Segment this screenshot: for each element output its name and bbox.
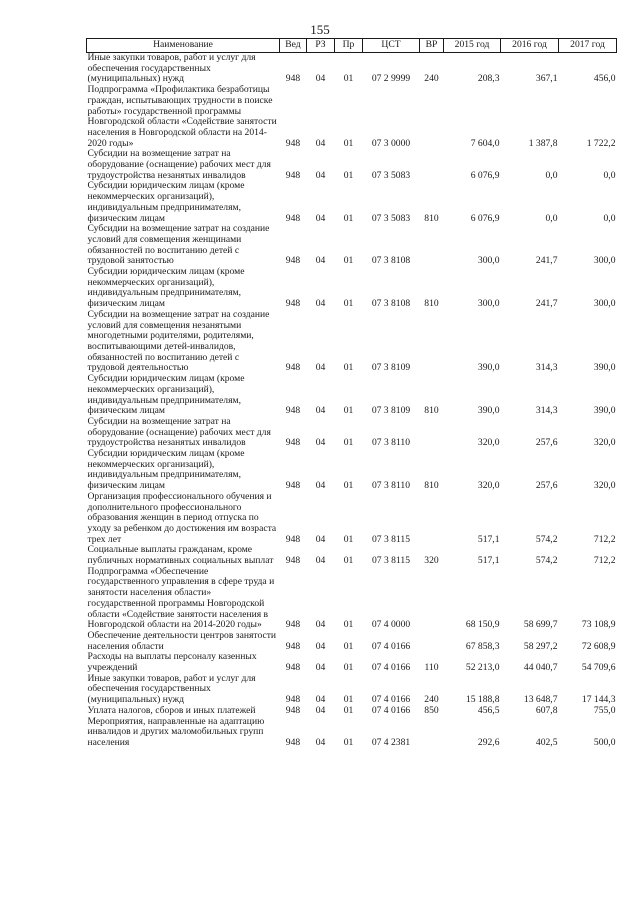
row-pr: 01 <box>343 137 354 149</box>
table-row <box>87 224 617 267</box>
row-amount-2016: 574,2 <box>535 533 558 545</box>
table-row <box>87 417 617 449</box>
row-amount-2016: 314,3 <box>535 362 558 374</box>
row-amount-2017: 390,0 <box>593 362 616 374</box>
table-row <box>87 53 617 86</box>
row-vr <box>420 310 444 374</box>
row-amount-2015: 68 150,9 <box>465 619 500 631</box>
row-name: Расходы на выплаты персоналу казенных учреждений <box>87 651 257 674</box>
row-rz: 04 <box>315 480 326 492</box>
row-ved: 948 <box>285 255 301 267</box>
row-amount-2016: 257,6 <box>535 480 558 492</box>
row-amount-2017: 320,0 <box>593 437 616 449</box>
table-row <box>87 267 617 310</box>
column-header: Наименование <box>87 39 280 53</box>
row-amount-2015: 7 604,0 <box>470 137 500 149</box>
row-ved: 948 <box>285 169 301 181</box>
row-amount-2015: 67 858,3 <box>465 640 500 652</box>
row-vr: 810 <box>424 405 439 417</box>
row-ved: 948 <box>285 73 301 85</box>
row-name: Организация профессионального обучения и дополнительного профессионального образования женщин в период отпуска по уходу за ребенком до достижения им возраста трех лет <box>87 490 277 545</box>
row-amount-2017: 500,0 <box>593 737 616 748</box>
table-row <box>87 449 617 492</box>
row-amount-2015: 6 076,9 <box>470 169 500 181</box>
table-body <box>87 53 617 749</box>
row-name: Подпрограмма «Обеспечение государственного управления в сфере труда и занятости населения области» государственной программы Новгородской области «Содействие занятости населения в Новгородской области на 2014-2020 годы» <box>87 565 275 631</box>
row-rz: 04 <box>315 298 326 310</box>
row-amount-2015: 52 213,0 <box>465 662 500 674</box>
row-rz: 04 <box>315 437 326 449</box>
column-header: 2016 год <box>501 39 559 53</box>
row-ved: 948 <box>285 137 301 149</box>
row-amount-2017: 0,0 <box>603 212 616 224</box>
row-rz: 04 <box>315 619 326 631</box>
row-amount-2017: 72 608,9 <box>581 640 616 652</box>
row-rz: 04 <box>315 212 326 224</box>
row-name: Субсидии на возмещение затрат на создание условий для совмещения незанятыми многодетными родителями, родителями, воспитывающими детей-инвалидов, обязанностей по воспитанию детей с трудовой деятельностью <box>87 308 270 374</box>
row-pr: 01 <box>343 619 354 631</box>
row-rz: 04 <box>315 362 326 374</box>
table-row <box>87 85 617 149</box>
row-amount-2017: 712,2 <box>593 533 616 545</box>
row-amount-2016: 574,2 <box>535 555 558 567</box>
row-name: Подпрограмма «Профилактика безработицы граждан, испытывающих трудности в поиске работы» государственной программы Новгородской области «Содействие занятости населения в Новгородской области на 2014-2020 годы» <box>87 84 277 149</box>
row-amount-2016: 314,3 <box>535 405 558 417</box>
row-ved: 948 <box>285 362 301 374</box>
row-cst: 07 3 0000 <box>371 137 411 149</box>
row-ved: 948 <box>285 405 301 417</box>
row-vr: 240 <box>424 73 439 85</box>
row-ved: 948 <box>285 704 301 716</box>
column-header: Вед <box>280 39 307 53</box>
row-vr: 240 <box>424 694 439 706</box>
table-row <box>87 310 617 374</box>
row-cst: 07 3 5083 <box>371 212 411 224</box>
table-row <box>87 181 617 224</box>
row-rz: 04 <box>315 694 326 706</box>
row-amount-2017: 0,0 <box>603 169 616 181</box>
row-amount-2015: 300,0 <box>477 298 500 310</box>
row-pr: 01 <box>343 694 354 706</box>
row-rz: 04 <box>315 255 326 267</box>
row-amount-2017: 456,0 <box>593 73 616 85</box>
table-row <box>87 652 617 673</box>
row-ved: 948 <box>285 533 301 545</box>
row-amount-2017: 54 709,6 <box>581 662 616 674</box>
row-pr: 01 <box>343 212 354 224</box>
row-vr <box>420 224 444 267</box>
row-amount-2015: 517,1 <box>477 555 500 567</box>
row-cst: 07 4 0000 <box>371 619 411 631</box>
row-pr: 01 <box>343 662 354 674</box>
row-pr: 01 <box>343 255 354 267</box>
row-amount-2017: 73 108,9 <box>581 619 616 631</box>
row-cst: 07 4 2381 <box>371 737 411 748</box>
row-vr <box>420 149 444 181</box>
row-amount-2017: 712,2 <box>593 555 616 567</box>
column-header: ЦСТ <box>363 39 420 53</box>
row-cst: 07 3 8110 <box>371 480 411 492</box>
row-amount-2016: 241,7 <box>535 298 558 310</box>
row-vr: 850 <box>424 704 439 716</box>
row-amount-2016: 58 297,2 <box>523 640 558 652</box>
row-amount-2017: 390,0 <box>593 405 616 417</box>
row-name: Иные закупки товаров, работ и услуг для обеспечения государственных (муниципальных) нужд <box>87 52 256 85</box>
row-ved: 948 <box>285 437 301 449</box>
row-ved: 948 <box>285 480 301 492</box>
row-pr: 01 <box>343 169 354 181</box>
table-row <box>87 149 617 181</box>
row-amount-2015: 208,3 <box>477 73 500 85</box>
budget-table <box>86 38 617 749</box>
table-row <box>87 492 617 546</box>
row-cst: 07 3 8108 <box>371 298 411 310</box>
row-pr: 01 <box>343 405 354 417</box>
row-pr: 01 <box>343 480 354 492</box>
row-cst: 07 4 0166 <box>371 694 411 706</box>
row-vr <box>420 567 444 631</box>
table-row <box>87 545 617 566</box>
row-pr: 01 <box>343 555 354 567</box>
row-ved: 948 <box>285 212 301 224</box>
row-amount-2017: 300,0 <box>593 298 616 310</box>
row-amount-2015: 6 076,9 <box>470 212 500 224</box>
row-ved: 948 <box>285 555 301 567</box>
row-amount-2016: 0,0 <box>545 169 558 181</box>
row-amount-2015: 300,0 <box>477 255 500 267</box>
row-name: Субсидии юридическим лицам (кроме некоммерческих организаций), индивидуальным предпринимателям, физическим лицам <box>87 373 245 417</box>
row-ved: 948 <box>285 737 301 748</box>
row-pr: 01 <box>343 298 354 310</box>
row-vr <box>420 492 444 546</box>
row-vr: 810 <box>424 212 439 224</box>
row-amount-2017: 17 144,3 <box>581 694 616 706</box>
row-name: Субсидии юридическим лицам (кроме некоммерческих организаций), индивидуальным предпринимателям, физическим лицам <box>87 180 245 224</box>
row-amount-2016: 402,5 <box>535 737 558 748</box>
row-cst: 07 3 8109 <box>371 362 411 374</box>
row-amount-2016: 1 387,8 <box>528 137 558 149</box>
row-amount-2016: 367,1 <box>535 73 558 85</box>
row-rz: 04 <box>315 737 326 748</box>
row-name: Субсидии на возмещение затрат на оборудование (оснащение) рабочих мест для трудоустройства незанятых инвалидов <box>87 415 271 449</box>
row-rz: 04 <box>315 640 326 652</box>
row-pr: 01 <box>343 704 354 716</box>
row-cst: 07 4 0166 <box>371 704 411 716</box>
row-rz: 04 <box>315 137 326 149</box>
row-vr <box>420 631 444 652</box>
table-row <box>87 374 617 417</box>
row-name: Иные закупки товаров, работ и услуг для обеспечения государственных (муниципальных) нужд <box>87 672 256 706</box>
column-header: ВР <box>420 39 444 53</box>
row-vr <box>420 417 444 449</box>
row-cst: 07 4 0166 <box>371 662 411 674</box>
row-vr: 810 <box>424 298 439 310</box>
column-header: 2017 год <box>559 39 617 53</box>
row-amount-2017: 755,0 <box>593 704 616 716</box>
row-name: Субсидии на возмещение затрат на создание условий для совмещения женщинами обязанностей по воспитанию детей с трудовой занятостью <box>87 223 270 267</box>
row-name: Субсидии юридическим лицам (кроме некоммерческих организаций), индивидуальным предпринимателям, физическим лицам <box>87 448 245 492</box>
row-amount-2016: 241,7 <box>535 255 558 267</box>
row-name: Субсидии на возмещение затрат на оборудование (оснащение) рабочих мест для трудоустройства незанятых инвалидов <box>87 148 271 181</box>
row-ved: 948 <box>285 619 301 631</box>
row-amount-2015: 517,1 <box>477 533 500 545</box>
row-cst: 07 3 8115 <box>371 533 411 545</box>
row-cst: 07 3 5083 <box>371 169 411 181</box>
row-ved: 948 <box>285 694 301 706</box>
page-number: 155 <box>310 22 330 37</box>
row-name: Обеспечение деятельности центров занятости населения области <box>87 629 277 652</box>
row-amount-2017: 300,0 <box>593 255 616 267</box>
row-vr <box>420 85 444 149</box>
row-vr: 810 <box>424 480 439 492</box>
row-pr: 01 <box>343 73 354 85</box>
table-row <box>87 674 617 706</box>
row-rz: 04 <box>315 73 326 85</box>
row-name: Мероприятия, направленные на адаптацию инвалидов и других маломобильных групп населения <box>87 715 265 748</box>
row-rz: 04 <box>315 555 326 567</box>
row-pr: 01 <box>343 640 354 652</box>
column-header: РЗ <box>307 39 335 53</box>
row-amount-2015: 15 188,8 <box>465 694 500 706</box>
table-row <box>87 567 617 631</box>
row-rz: 04 <box>315 704 326 716</box>
row-amount-2016: 13 648,7 <box>523 694 558 706</box>
row-rz: 04 <box>315 533 326 545</box>
row-name: Уплата налогов, сборов и иных платежей <box>87 704 256 716</box>
row-name: Социальные выплаты гражданам, кроме публичных нормативных социальных выплат <box>87 544 274 567</box>
row-cst: 07 3 8115 <box>371 555 411 567</box>
row-amount-2017: 320,0 <box>593 480 616 492</box>
row-amount-2015: 390,0 <box>477 362 500 374</box>
row-amount-2015: 292,6 <box>477 737 500 748</box>
row-amount-2016: 44 040,7 <box>523 662 558 674</box>
row-amount-2017: 1 722,2 <box>586 137 616 149</box>
row-cst: 07 2 9999 <box>371 73 411 85</box>
table-header-row <box>87 39 617 53</box>
row-cst: 07 3 8109 <box>371 405 411 417</box>
column-header: 2015 год <box>444 39 501 53</box>
row-amount-2015: 320,0 <box>477 437 500 449</box>
row-vr: 320 <box>424 555 439 567</box>
row-cst: 07 3 8110 <box>371 437 411 449</box>
table-row <box>87 706 617 717</box>
row-rz: 04 <box>315 169 326 181</box>
row-pr: 01 <box>343 437 354 449</box>
row-vr <box>420 717 444 749</box>
row-cst: 07 3 8108 <box>371 255 411 267</box>
row-name: Субсидии юридическим лицам (кроме некоммерческих организаций), индивидуальным предпринимателям, физическим лицам <box>87 266 245 310</box>
table-row <box>87 631 617 652</box>
row-amount-2016: 607,8 <box>535 704 558 716</box>
column-header: Пр <box>335 39 363 53</box>
row-amount-2015: 320,0 <box>477 480 500 492</box>
row-amount-2015: 390,0 <box>477 405 500 417</box>
row-ved: 948 <box>285 662 301 674</box>
table-row <box>87 717 617 749</box>
row-cst: 07 4 0166 <box>371 640 411 652</box>
row-amount-2015: 456,5 <box>477 704 500 716</box>
row-pr: 01 <box>343 533 354 545</box>
row-pr: 01 <box>343 737 354 748</box>
row-amount-2016: 0,0 <box>545 212 558 224</box>
row-ved: 948 <box>285 640 301 652</box>
row-amount-2016: 257,6 <box>535 437 558 449</box>
row-amount-2016: 58 699,7 <box>523 619 558 631</box>
row-ved: 948 <box>285 298 301 310</box>
row-pr: 01 <box>343 362 354 374</box>
row-rz: 04 <box>315 662 326 674</box>
row-vr: 110 <box>424 662 439 674</box>
row-rz: 04 <box>315 405 326 417</box>
